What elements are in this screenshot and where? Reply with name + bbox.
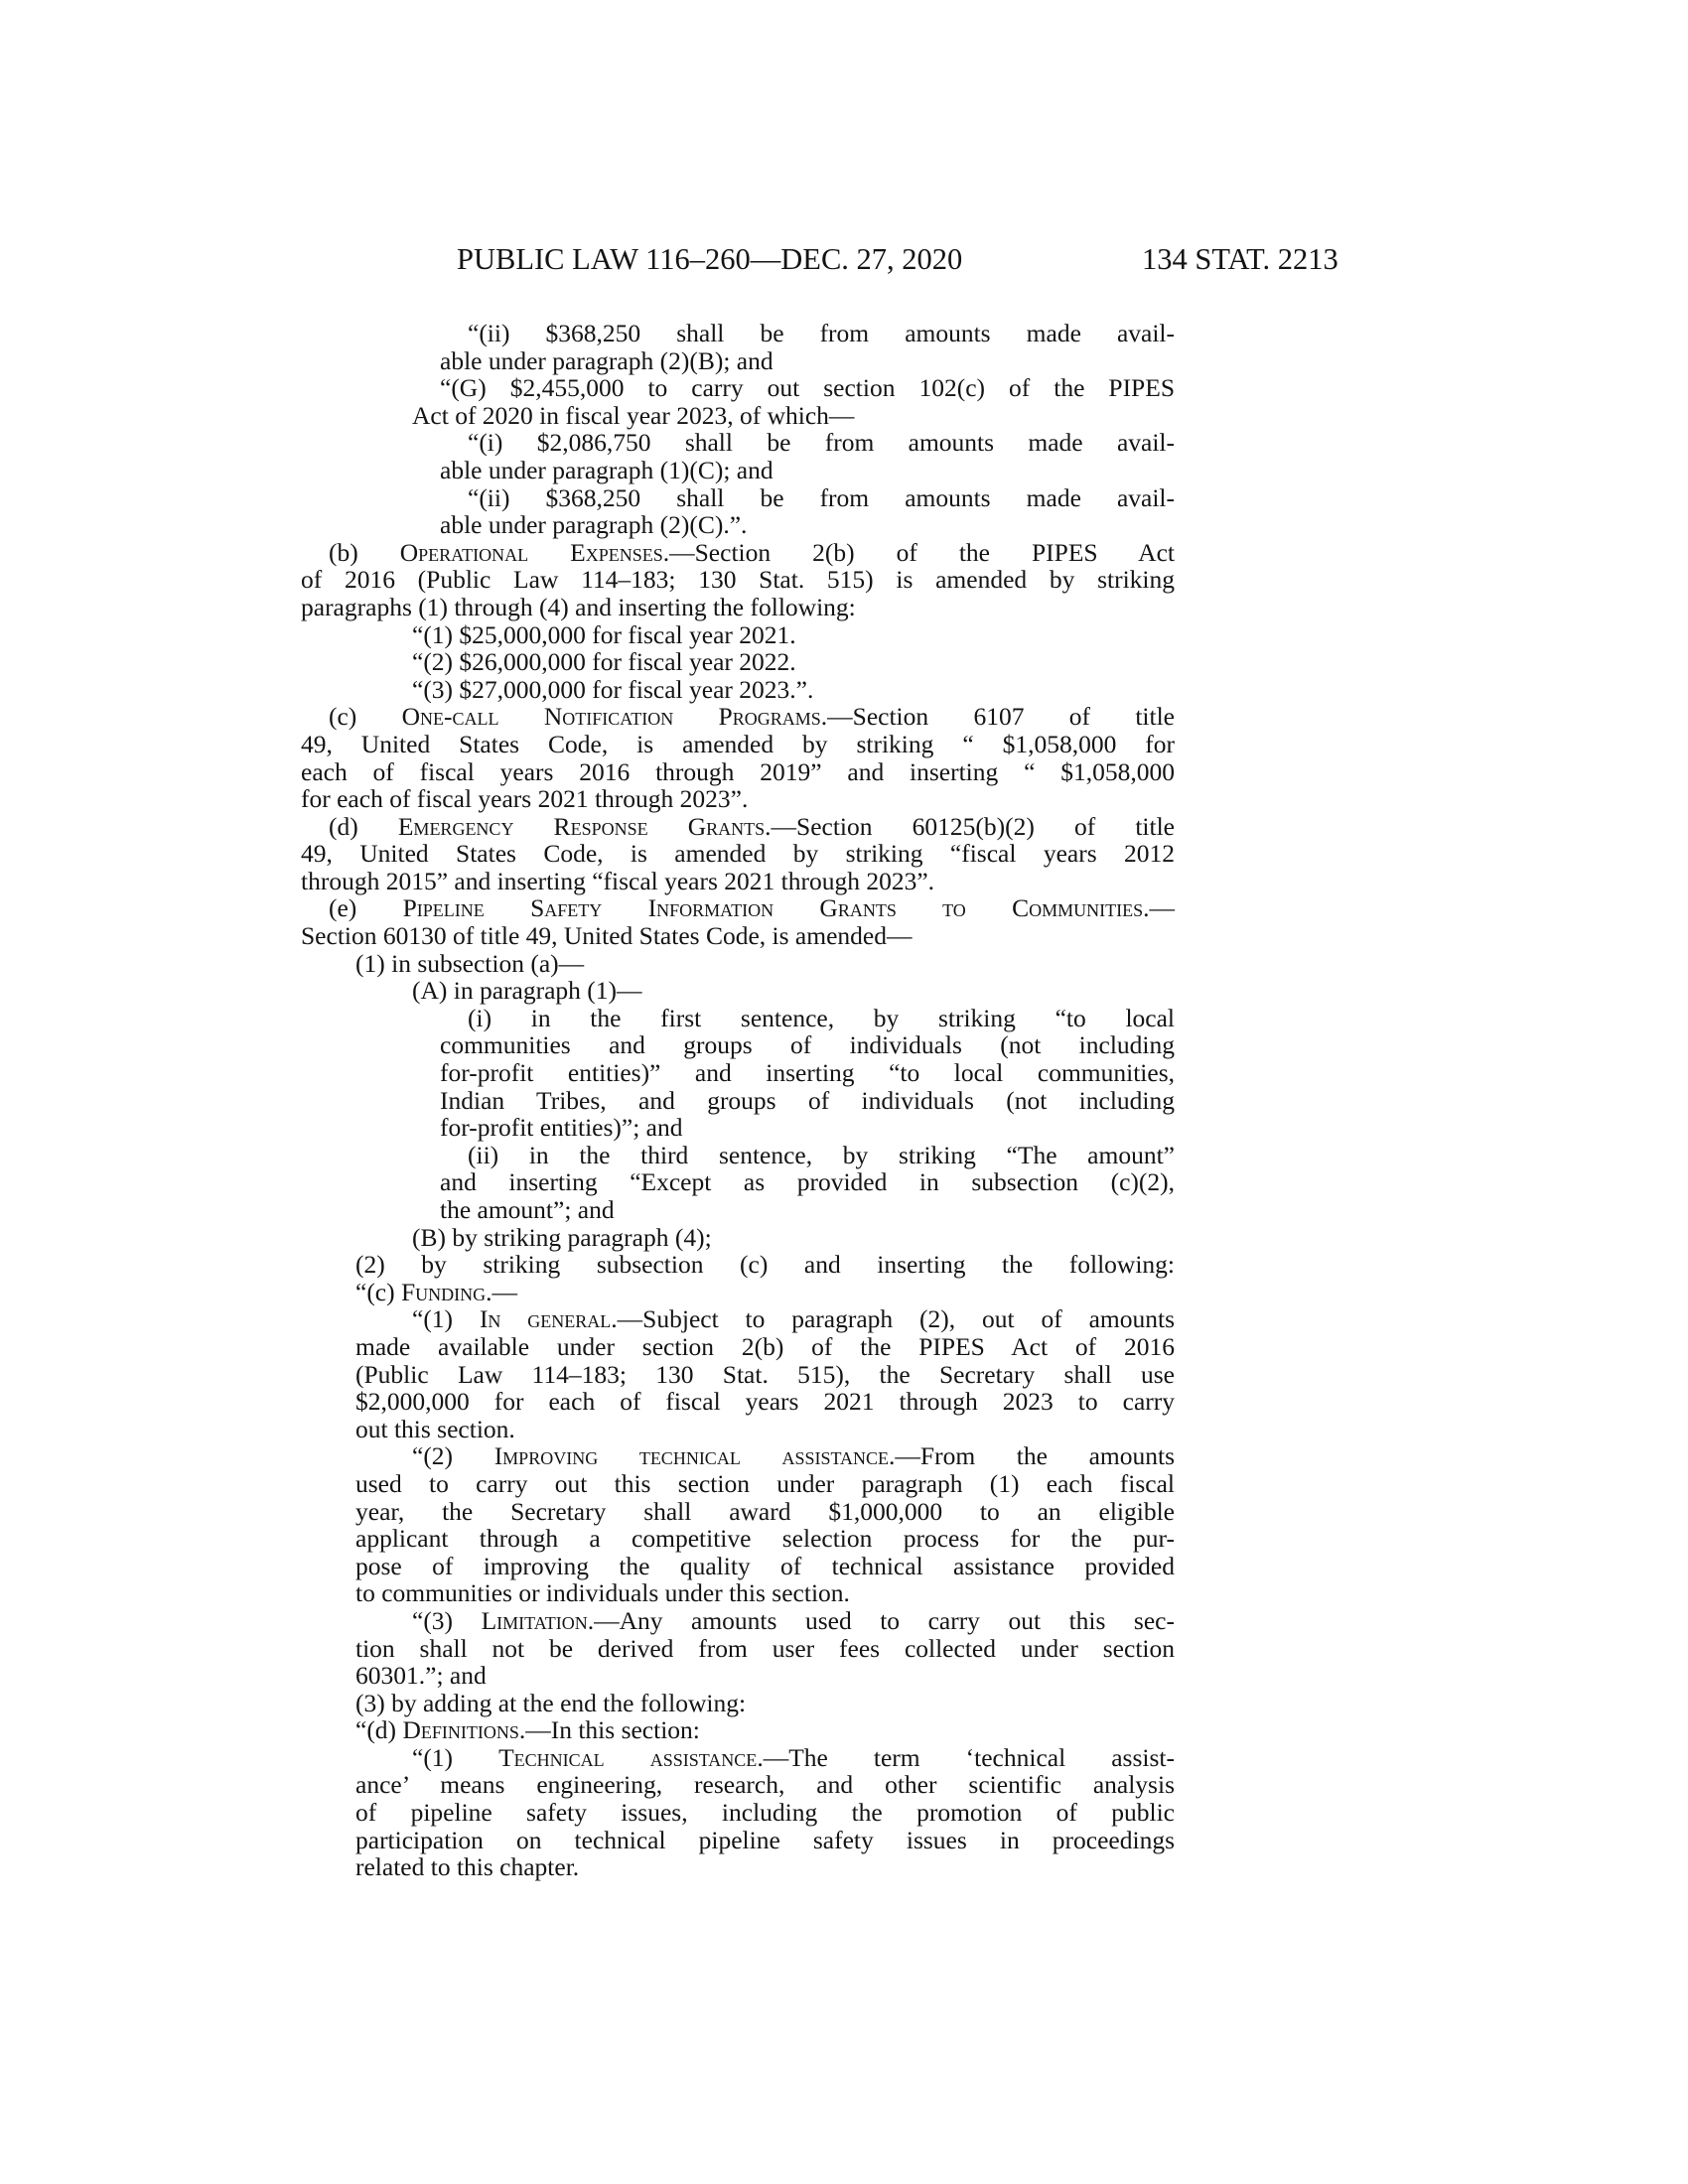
text-line (301, 1388, 1175, 1416)
text-line (301, 1333, 1175, 1361)
text-run: “(i) $2,086,750 shall be from amounts made avail- (468, 428, 1175, 458)
text-run: each of fiscal years 2016 through 2019” and inserting “ $1,058,000 (301, 756, 1175, 786)
stat-page-citation: 134 STAT. 2213 (1142, 242, 1338, 276)
text-run: “(2) (412, 1441, 494, 1471)
text-run: .—Subject to paragraph (2), out of amounts (611, 1304, 1176, 1334)
text-line (301, 758, 1175, 786)
text-line (301, 1525, 1175, 1553)
text-run: .— (486, 1277, 518, 1306)
section-heading: Technical assistance (498, 1742, 758, 1772)
text-line (301, 894, 1175, 922)
text-run: $2,000,000 for each of fiscal years 2021 through 2023 to carry (355, 1387, 1175, 1417)
text-line (301, 1279, 1175, 1306)
text-line (301, 785, 1175, 813)
text-line (301, 347, 1175, 375)
text-run: “(c) (355, 1277, 401, 1306)
text-line (301, 402, 1175, 430)
section-heading: Funding (401, 1277, 487, 1306)
text-run: tion shall not be derived from user fees collected under section (355, 1633, 1175, 1663)
text-line (301, 1059, 1175, 1087)
text-run: 49, United States Code, is amended by striking “ $1,058,000 for (301, 729, 1175, 758)
text-line (301, 1716, 1175, 1744)
text-line (301, 731, 1175, 758)
text-run: “(1) $25,000,000 for fiscal year 2021. (412, 619, 796, 649)
text-run: of pipeline safety issues, including the promotion of public (355, 1798, 1175, 1828)
text-run: (d) (329, 811, 398, 841)
text-run: “(2) $26,000,000 for fiscal year 2022. (412, 647, 796, 677)
section-heading: Emergency Response Grants (397, 811, 766, 841)
text-line (301, 1853, 1175, 1881)
text-run: 60301.”; and (355, 1661, 487, 1691)
text-line (301, 1416, 1175, 1443)
text-line (301, 1771, 1175, 1799)
text-run: Indian Tribes, and groups of individuals (not including (440, 1085, 1175, 1115)
text-run: (b) (329, 537, 400, 567)
text-line (301, 868, 1175, 895)
text-run: .— (1143, 893, 1175, 923)
text-run: Act of 2020 in fiscal year 2023, of which— (412, 400, 855, 430)
text-line (301, 1305, 1175, 1333)
text-run: participation on technical pipeline safety issues in proceedings (355, 1825, 1175, 1854)
text-line (301, 1005, 1175, 1032)
text-run: and inserting “Except as provided in subsection (c)(2), (440, 1167, 1175, 1197)
text-line (301, 977, 1175, 1005)
text-run: pose of improving the quality of technical assistance provided (355, 1551, 1175, 1580)
text-line (301, 1087, 1175, 1115)
text-run: “(3) $27,000,000 for fiscal year 2023.”. (412, 674, 814, 704)
text-line (301, 594, 1175, 621)
text-line (301, 374, 1175, 402)
text-line (301, 676, 1175, 704)
text-line (301, 1196, 1175, 1224)
text-line (301, 950, 1175, 978)
text-run: “(1) (412, 1742, 499, 1772)
text-run: “(ii) $368,250 shall be from amounts made avail- (468, 482, 1175, 512)
text-line (301, 1442, 1175, 1470)
text-run: “(d) (355, 1715, 403, 1745)
text-line (301, 1553, 1175, 1580)
text-run: (2) by striking subsection (c) and inserting the following: (355, 1250, 1175, 1280)
text-run: (A) in paragraph (1)— (412, 976, 642, 1006)
text-run: able under paragraph (2)(B); and (440, 345, 774, 375)
text-run: (e) (329, 893, 403, 923)
text-run: .—The term ‘technical assist- (757, 1742, 1175, 1772)
text-run: year, the Secretary shall award $1,000,000 to an eligible (355, 1496, 1175, 1526)
text-run: for each of fiscal years 2021 through 2023”. (301, 784, 749, 814)
text-line (301, 511, 1175, 539)
text-line (301, 1690, 1175, 1717)
text-run: .—Section 6107 of title (820, 702, 1175, 732)
text-line (301, 621, 1175, 649)
text-run: to communities or individuals under this section. (355, 1578, 850, 1608)
text-run: applicant through a competitive selection process for the pur- (355, 1524, 1175, 1554)
text-line (301, 1827, 1175, 1854)
section-heading: Operational Expenses (399, 537, 663, 567)
text-run: the amount”; and (440, 1195, 615, 1224)
text-line (301, 813, 1175, 841)
text-run: through 2015” and inserting “fiscal years 2021 through 2023”. (301, 866, 935, 895)
text-run: .—From the amounts (889, 1441, 1175, 1471)
text-run: (Public Law 114–183; 130 Stat. 515), the Secretary shall use (355, 1359, 1175, 1389)
statute-text-block (301, 320, 1175, 1881)
text-line (301, 1114, 1175, 1142)
text-line (301, 429, 1175, 457)
text-run: able under paragraph (1)(C); and (440, 455, 774, 484)
text-run: “(ii) $368,250 shall be from amounts made avail- (468, 319, 1175, 347)
text-run: made available under section 2(b) of the PIPES Act of 2016 (355, 1331, 1175, 1361)
text-run: “(G) $2,455,000 to carry out section 102(c) of the PIPES (440, 373, 1175, 403)
section-heading: One-call Notification Programs (401, 702, 821, 732)
text-line (301, 840, 1175, 868)
running-head: PUBLIC LAW 116–260—DEC. 27, 2020 (457, 242, 963, 276)
text-line (301, 1142, 1175, 1169)
text-line (301, 1799, 1175, 1827)
section-heading: Definitions (402, 1715, 519, 1745)
text-line (301, 703, 1175, 731)
text-line (301, 648, 1175, 676)
text-run: (i) in the first sentence, by striking “to local (468, 1003, 1175, 1032)
text-run: related to this chapter. (355, 1852, 580, 1882)
text-run: paragraphs (1) through (4) and inserting the following: (301, 592, 856, 621)
text-line (301, 1224, 1175, 1252)
text-run: .—Section 60125(b)(2) of title (765, 811, 1175, 841)
text-run: Section 60130 of title 49, United States Code, is amended— (301, 921, 913, 951)
text-run: .—Section 2(b) of the PIPES Act (662, 537, 1176, 567)
text-run: for-profit entities)”; and (440, 1113, 683, 1143)
text-run: communities and groups of individuals (not including (440, 1030, 1175, 1060)
text-line (301, 1498, 1175, 1526)
text-line (301, 457, 1175, 484)
text-line (301, 1635, 1175, 1663)
text-line (301, 1470, 1175, 1498)
section-heading: Pipeline Safety Information Grants to Communities (402, 893, 1144, 923)
text-run: .—Any amounts used to carry out this sec- (587, 1605, 1175, 1635)
text-run: for-profit entities)” and inserting “to local communities, (440, 1058, 1175, 1088)
section-heading: In general (479, 1304, 612, 1334)
text-run: “(3) (412, 1605, 482, 1635)
text-line (301, 566, 1175, 594)
text-run: .—In this section: (518, 1715, 700, 1745)
text-line (301, 922, 1175, 950)
page-header (0, 242, 1688, 282)
text-line (301, 484, 1175, 512)
text-line (301, 320, 1175, 347)
text-run: (3) by adding at the end the following: (355, 1688, 747, 1717)
text-line (301, 1361, 1175, 1389)
text-run: (1) in subsection (a)— (355, 948, 585, 978)
text-line (301, 1031, 1175, 1059)
section-heading: Limitation (481, 1605, 588, 1635)
text-line (301, 1579, 1175, 1607)
text-run: (ii) in the third sentence, by striking “The amount” (468, 1140, 1175, 1169)
text-run: (c) (329, 702, 402, 732)
text-line (301, 1168, 1175, 1196)
text-line (301, 1744, 1175, 1772)
text-line (301, 1662, 1175, 1690)
text-run: used to carry out this section under paragraph (1) each fiscal (355, 1468, 1175, 1498)
text-run: able under paragraph (2)(C).”. (440, 510, 748, 540)
text-run: (B) by striking paragraph (4); (412, 1222, 712, 1252)
section-heading: Improving technical assistance (493, 1441, 890, 1471)
text-line (301, 1607, 1175, 1635)
text-run: 49, United States Code, is amended by striking “fiscal years 2012 (301, 839, 1175, 869)
text-run: ance’ means engineering, research, and other scientific analysis (355, 1770, 1175, 1800)
text-line (301, 539, 1175, 567)
text-run: “(1) (412, 1304, 480, 1334)
text-run: out this section. (355, 1414, 515, 1443)
text-line (301, 1251, 1175, 1279)
text-run: of 2016 (Public Law 114–183; 130 Stat. 515) is amended by striking (301, 565, 1175, 595)
